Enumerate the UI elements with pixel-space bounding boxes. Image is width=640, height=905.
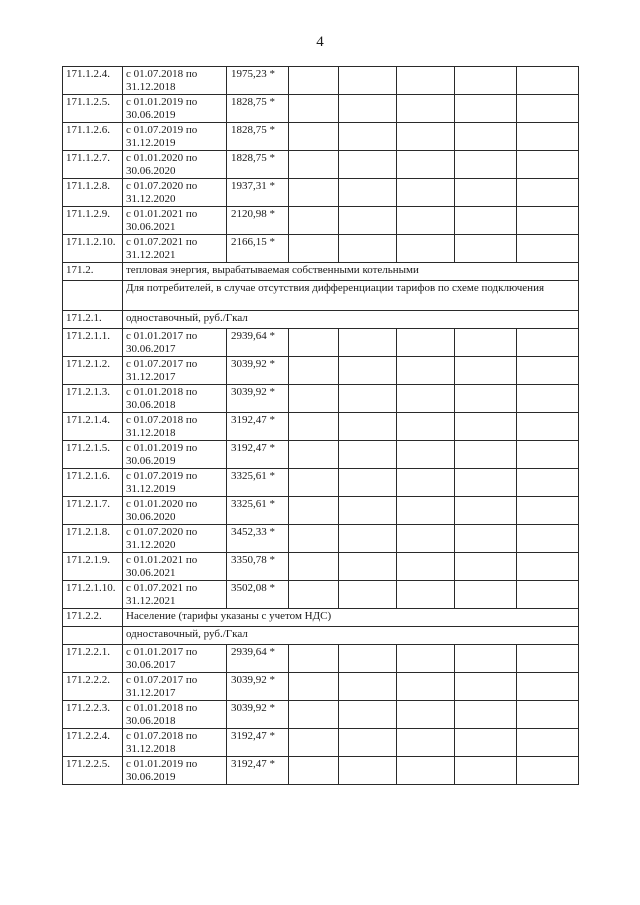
tariff-value: 3192,47 * — [227, 757, 289, 785]
empty-cell — [397, 673, 455, 701]
empty-cell — [339, 553, 397, 581]
period-cell — [123, 553, 227, 581]
table-body — [63, 67, 579, 785]
period-start: с 01.01.2021 по — [126, 208, 198, 220]
period-cell — [123, 235, 227, 263]
empty-cell — [339, 673, 397, 701]
period-cell — [123, 151, 227, 179]
empty-cell — [289, 329, 339, 357]
empty-cell — [517, 441, 579, 469]
period-start: с 01.07.2021 по — [126, 236, 198, 248]
row-code: 171.2.1.1. — [63, 329, 123, 357]
empty-cell — [289, 385, 339, 413]
period-start: с 01.07.2020 по — [126, 526, 198, 538]
period-end: 30.06.2018 — [126, 715, 176, 727]
row-code — [63, 281, 123, 311]
row-code: 171.1.2.9. — [63, 207, 123, 235]
section-text: одноставочный, руб./Гкал — [123, 311, 579, 329]
empty-cell — [289, 757, 339, 785]
empty-cell — [339, 179, 397, 207]
empty-cell — [455, 701, 517, 729]
tariff-value: 3452,33 * — [227, 525, 289, 553]
table-row — [63, 385, 579, 413]
period-cell — [123, 729, 227, 757]
section-row — [63, 263, 579, 281]
empty-cell — [455, 673, 517, 701]
row-code: 171.2.1.5. — [63, 441, 123, 469]
table-row — [63, 729, 579, 757]
period-cell — [123, 67, 227, 95]
empty-cell — [517, 151, 579, 179]
table-row — [63, 357, 579, 385]
empty-cell — [339, 95, 397, 123]
period-start: с 01.07.2018 по — [126, 414, 198, 426]
tariff-value: 1828,75 * — [227, 123, 289, 151]
row-code: 171.2.1. — [63, 311, 123, 329]
period-end: 31.12.2017 — [126, 371, 176, 383]
tariff-value: 1975,23 * — [227, 67, 289, 95]
period-start: с 01.01.2018 по — [126, 386, 198, 398]
empty-cell — [455, 497, 517, 525]
period-end: 30.06.2019 — [126, 109, 176, 121]
row-code: 171.2.2. — [63, 609, 123, 627]
tariff-value: 3039,92 * — [227, 701, 289, 729]
empty-cell — [289, 525, 339, 553]
empty-cell — [517, 95, 579, 123]
empty-cell — [289, 553, 339, 581]
empty-cell — [397, 385, 455, 413]
empty-cell — [339, 123, 397, 151]
empty-cell — [517, 329, 579, 357]
empty-cell — [397, 67, 455, 95]
table-row — [63, 95, 579, 123]
empty-cell — [289, 469, 339, 497]
row-code: 171.2.1.7. — [63, 497, 123, 525]
empty-cell — [289, 441, 339, 469]
tariff-value: 2939,64 * — [227, 645, 289, 673]
period-end: 31.12.2019 — [126, 483, 176, 495]
empty-cell — [455, 385, 517, 413]
empty-cell — [289, 701, 339, 729]
period-cell — [123, 497, 227, 525]
period-end: 31.12.2021 — [126, 595, 176, 607]
period-start: с 01.07.2018 по — [126, 730, 198, 742]
row-code: 171.1.2.5. — [63, 95, 123, 123]
empty-cell — [339, 329, 397, 357]
period-end: 30.06.2018 — [126, 399, 176, 411]
table-row — [63, 673, 579, 701]
empty-cell — [397, 701, 455, 729]
period-start: с 01.01.2017 по — [126, 646, 198, 658]
period-cell — [123, 413, 227, 441]
empty-cell — [455, 235, 517, 263]
empty-cell — [517, 123, 579, 151]
period-end: 31.12.2019 — [126, 137, 176, 149]
empty-cell — [455, 469, 517, 497]
empty-cell — [517, 357, 579, 385]
section-row — [63, 609, 579, 627]
page-number: 4 — [316, 34, 324, 50]
period-end: 30.06.2020 — [126, 511, 176, 523]
empty-cell — [339, 385, 397, 413]
tariff-value: 1828,75 * — [227, 95, 289, 123]
empty-cell — [339, 235, 397, 263]
tariff-value: 3039,92 * — [227, 385, 289, 413]
period-end: 31.12.2021 — [126, 249, 176, 261]
period-start: с 01.01.2020 по — [126, 498, 198, 510]
empty-cell — [517, 701, 579, 729]
empty-cell — [339, 413, 397, 441]
tariff-value: 3325,61 * — [227, 497, 289, 525]
row-code — [63, 627, 123, 645]
tariff-value: 2939,64 * — [227, 329, 289, 357]
period-end: 30.06.2017 — [126, 343, 176, 355]
row-code: 171.1.2.7. — [63, 151, 123, 179]
tariff-value: 2120,98 * — [227, 207, 289, 235]
table-row — [63, 235, 579, 263]
empty-cell — [455, 207, 517, 235]
period-start: с 01.07.2019 по — [126, 124, 198, 136]
empty-cell — [455, 95, 517, 123]
period-start: с 01.07.2019 по — [126, 470, 198, 482]
table-row — [63, 497, 579, 525]
empty-cell — [289, 151, 339, 179]
empty-cell — [455, 441, 517, 469]
empty-cell — [339, 151, 397, 179]
empty-cell — [455, 553, 517, 581]
empty-cell — [455, 357, 517, 385]
period-end: 30.06.2021 — [126, 567, 176, 579]
tariff-value: 3039,92 * — [227, 357, 289, 385]
empty-cell — [455, 329, 517, 357]
empty-cell — [289, 67, 339, 95]
row-code: 171.1.2.6. — [63, 123, 123, 151]
empty-cell — [517, 673, 579, 701]
period-start: с 01.01.2021 по — [126, 554, 198, 566]
table-row — [63, 441, 579, 469]
empty-cell — [397, 357, 455, 385]
empty-cell — [397, 95, 455, 123]
empty-cell — [339, 645, 397, 673]
empty-cell — [397, 207, 455, 235]
empty-cell — [517, 413, 579, 441]
empty-cell — [289, 645, 339, 673]
empty-cell — [455, 413, 517, 441]
table-row — [63, 329, 579, 357]
period-cell — [123, 525, 227, 553]
period-start: с 01.07.2021 по — [126, 582, 198, 594]
empty-cell — [397, 441, 455, 469]
row-code: 171.2.1.4. — [63, 413, 123, 441]
empty-cell — [517, 385, 579, 413]
empty-cell — [397, 329, 455, 357]
period-start: с 01.01.2018 по — [126, 702, 198, 714]
tariff-value: 3192,47 * — [227, 413, 289, 441]
section-row — [63, 311, 579, 329]
period-cell — [123, 701, 227, 729]
section-text: Для потребителей, в случае отсутствия дифференциации тарифов по схеме подключения — [123, 281, 579, 311]
tariff-value: 1937,31 * — [227, 179, 289, 207]
empty-cell — [339, 67, 397, 95]
row-code: 171.2.1.3. — [63, 385, 123, 413]
table-row — [63, 469, 579, 497]
empty-cell — [289, 413, 339, 441]
row-code: 171.2.2.1. — [63, 645, 123, 673]
empty-cell — [289, 729, 339, 757]
table-row — [63, 413, 579, 441]
tariff-value: 3192,47 * — [227, 729, 289, 757]
period-end: 30.06.2019 — [126, 771, 176, 783]
period-cell — [123, 207, 227, 235]
empty-cell — [517, 757, 579, 785]
empty-cell — [517, 497, 579, 525]
empty-cell — [289, 179, 339, 207]
empty-cell — [339, 469, 397, 497]
empty-cell — [397, 469, 455, 497]
empty-cell — [517, 729, 579, 757]
row-code: 171.2.1.10. — [63, 581, 123, 609]
table-row — [63, 701, 579, 729]
empty-cell — [397, 729, 455, 757]
row-code: 171.1.2.8. — [63, 179, 123, 207]
empty-cell — [455, 67, 517, 95]
period-cell — [123, 581, 227, 609]
period-end: 31.12.2020 — [126, 539, 176, 551]
empty-cell — [397, 235, 455, 263]
tariff-value: 3039,92 * — [227, 673, 289, 701]
period-start: с 01.01.2020 по — [126, 152, 198, 164]
period-start: с 01.07.2017 по — [126, 674, 198, 686]
empty-cell — [339, 701, 397, 729]
empty-cell — [397, 413, 455, 441]
empty-cell — [517, 645, 579, 673]
empty-cell — [289, 357, 339, 385]
empty-cell — [397, 179, 455, 207]
period-end: 31.12.2020 — [126, 193, 176, 205]
table-row — [63, 581, 579, 609]
table-row — [63, 179, 579, 207]
tariff-value: 2166,15 * — [227, 235, 289, 263]
period-start: с 01.07.2018 по — [126, 68, 198, 80]
empty-cell — [397, 525, 455, 553]
empty-cell — [517, 469, 579, 497]
period-cell — [123, 329, 227, 357]
empty-cell — [455, 757, 517, 785]
section-text: тепловая энергия, вырабатываемая собственными котельными — [123, 263, 579, 281]
empty-cell — [455, 645, 517, 673]
period-start: с 01.01.2019 по — [126, 442, 198, 454]
section-row — [63, 627, 579, 645]
period-end: 30.06.2019 — [126, 455, 176, 467]
empty-cell — [397, 553, 455, 581]
empty-cell — [289, 497, 339, 525]
period-end: 31.12.2018 — [126, 743, 176, 755]
empty-cell — [455, 581, 517, 609]
row-code: 171.2.2.2. — [63, 673, 123, 701]
tariff-value: 3192,47 * — [227, 441, 289, 469]
empty-cell — [339, 207, 397, 235]
period-cell — [123, 441, 227, 469]
empty-cell — [517, 179, 579, 207]
row-code: 171.1.2.4. — [63, 67, 123, 95]
period-cell — [123, 673, 227, 701]
period-end: 31.12.2018 — [126, 81, 176, 93]
table-row — [63, 207, 579, 235]
empty-cell — [455, 729, 517, 757]
period-start: с 01.07.2020 по — [126, 180, 198, 192]
empty-cell — [517, 207, 579, 235]
row-code: 171.2.1.8. — [63, 525, 123, 553]
period-cell — [123, 385, 227, 413]
empty-cell — [339, 581, 397, 609]
empty-cell — [397, 581, 455, 609]
empty-cell — [339, 497, 397, 525]
empty-cell — [455, 151, 517, 179]
row-code: 171.2.2.4. — [63, 729, 123, 757]
period-end: 31.12.2017 — [126, 687, 176, 699]
empty-cell — [397, 645, 455, 673]
period-end: 30.06.2021 — [126, 221, 176, 233]
empty-cell — [289, 95, 339, 123]
period-end: 30.06.2017 — [126, 659, 176, 671]
section-text: Население (тарифы указаны с учетом НДС) — [123, 609, 579, 627]
empty-cell — [289, 235, 339, 263]
empty-cell — [339, 757, 397, 785]
empty-cell — [339, 729, 397, 757]
row-code: 171.2.2.3. — [63, 701, 123, 729]
empty-cell — [517, 581, 579, 609]
table-row — [63, 525, 579, 553]
period-start: с 01.01.2017 по — [126, 330, 198, 342]
period-end: 30.06.2020 — [126, 165, 176, 177]
period-start: с 01.01.2019 по — [126, 758, 198, 770]
table-row — [63, 67, 579, 95]
tariff-value: 3325,61 * — [227, 469, 289, 497]
empty-cell — [517, 553, 579, 581]
row-code: 171.1.2.10. — [63, 235, 123, 263]
empty-cell — [517, 235, 579, 263]
table-row — [63, 757, 579, 785]
empty-cell — [339, 441, 397, 469]
section-text: одноставочный, руб./Гкал — [123, 627, 579, 645]
table-row — [63, 123, 579, 151]
empty-cell — [289, 581, 339, 609]
row-code: 171.2. — [63, 263, 123, 281]
table-row — [63, 645, 579, 673]
tariff-value: 3502,08 * — [227, 581, 289, 609]
empty-cell — [517, 525, 579, 553]
empty-cell — [339, 357, 397, 385]
period-cell — [123, 357, 227, 385]
period-cell — [123, 757, 227, 785]
tariff-value: 3350,78 * — [227, 553, 289, 581]
empty-cell — [289, 123, 339, 151]
empty-cell — [517, 67, 579, 95]
row-code: 171.2.1.9. — [63, 553, 123, 581]
tariff-value: 1828,75 * — [227, 151, 289, 179]
empty-cell — [455, 179, 517, 207]
tariff-table — [62, 66, 579, 785]
empty-cell — [455, 123, 517, 151]
period-cell — [123, 95, 227, 123]
empty-cell — [339, 525, 397, 553]
table-row — [63, 553, 579, 581]
row-code: 171.2.2.5. — [63, 757, 123, 785]
table-row — [63, 151, 579, 179]
period-end: 31.12.2018 — [126, 427, 176, 439]
empty-cell — [289, 673, 339, 701]
row-code: 171.2.1.2. — [63, 357, 123, 385]
empty-cell — [455, 525, 517, 553]
period-cell — [123, 469, 227, 497]
empty-cell — [397, 123, 455, 151]
empty-cell — [397, 757, 455, 785]
period-cell — [123, 179, 227, 207]
empty-cell — [397, 497, 455, 525]
section-row — [63, 281, 579, 311]
row-code: 171.2.1.6. — [63, 469, 123, 497]
empty-cell — [289, 207, 339, 235]
empty-cell — [397, 151, 455, 179]
period-cell — [123, 645, 227, 673]
period-start: с 01.01.2019 по — [126, 96, 198, 108]
period-start: с 01.07.2017 по — [126, 358, 198, 370]
period-cell — [123, 123, 227, 151]
